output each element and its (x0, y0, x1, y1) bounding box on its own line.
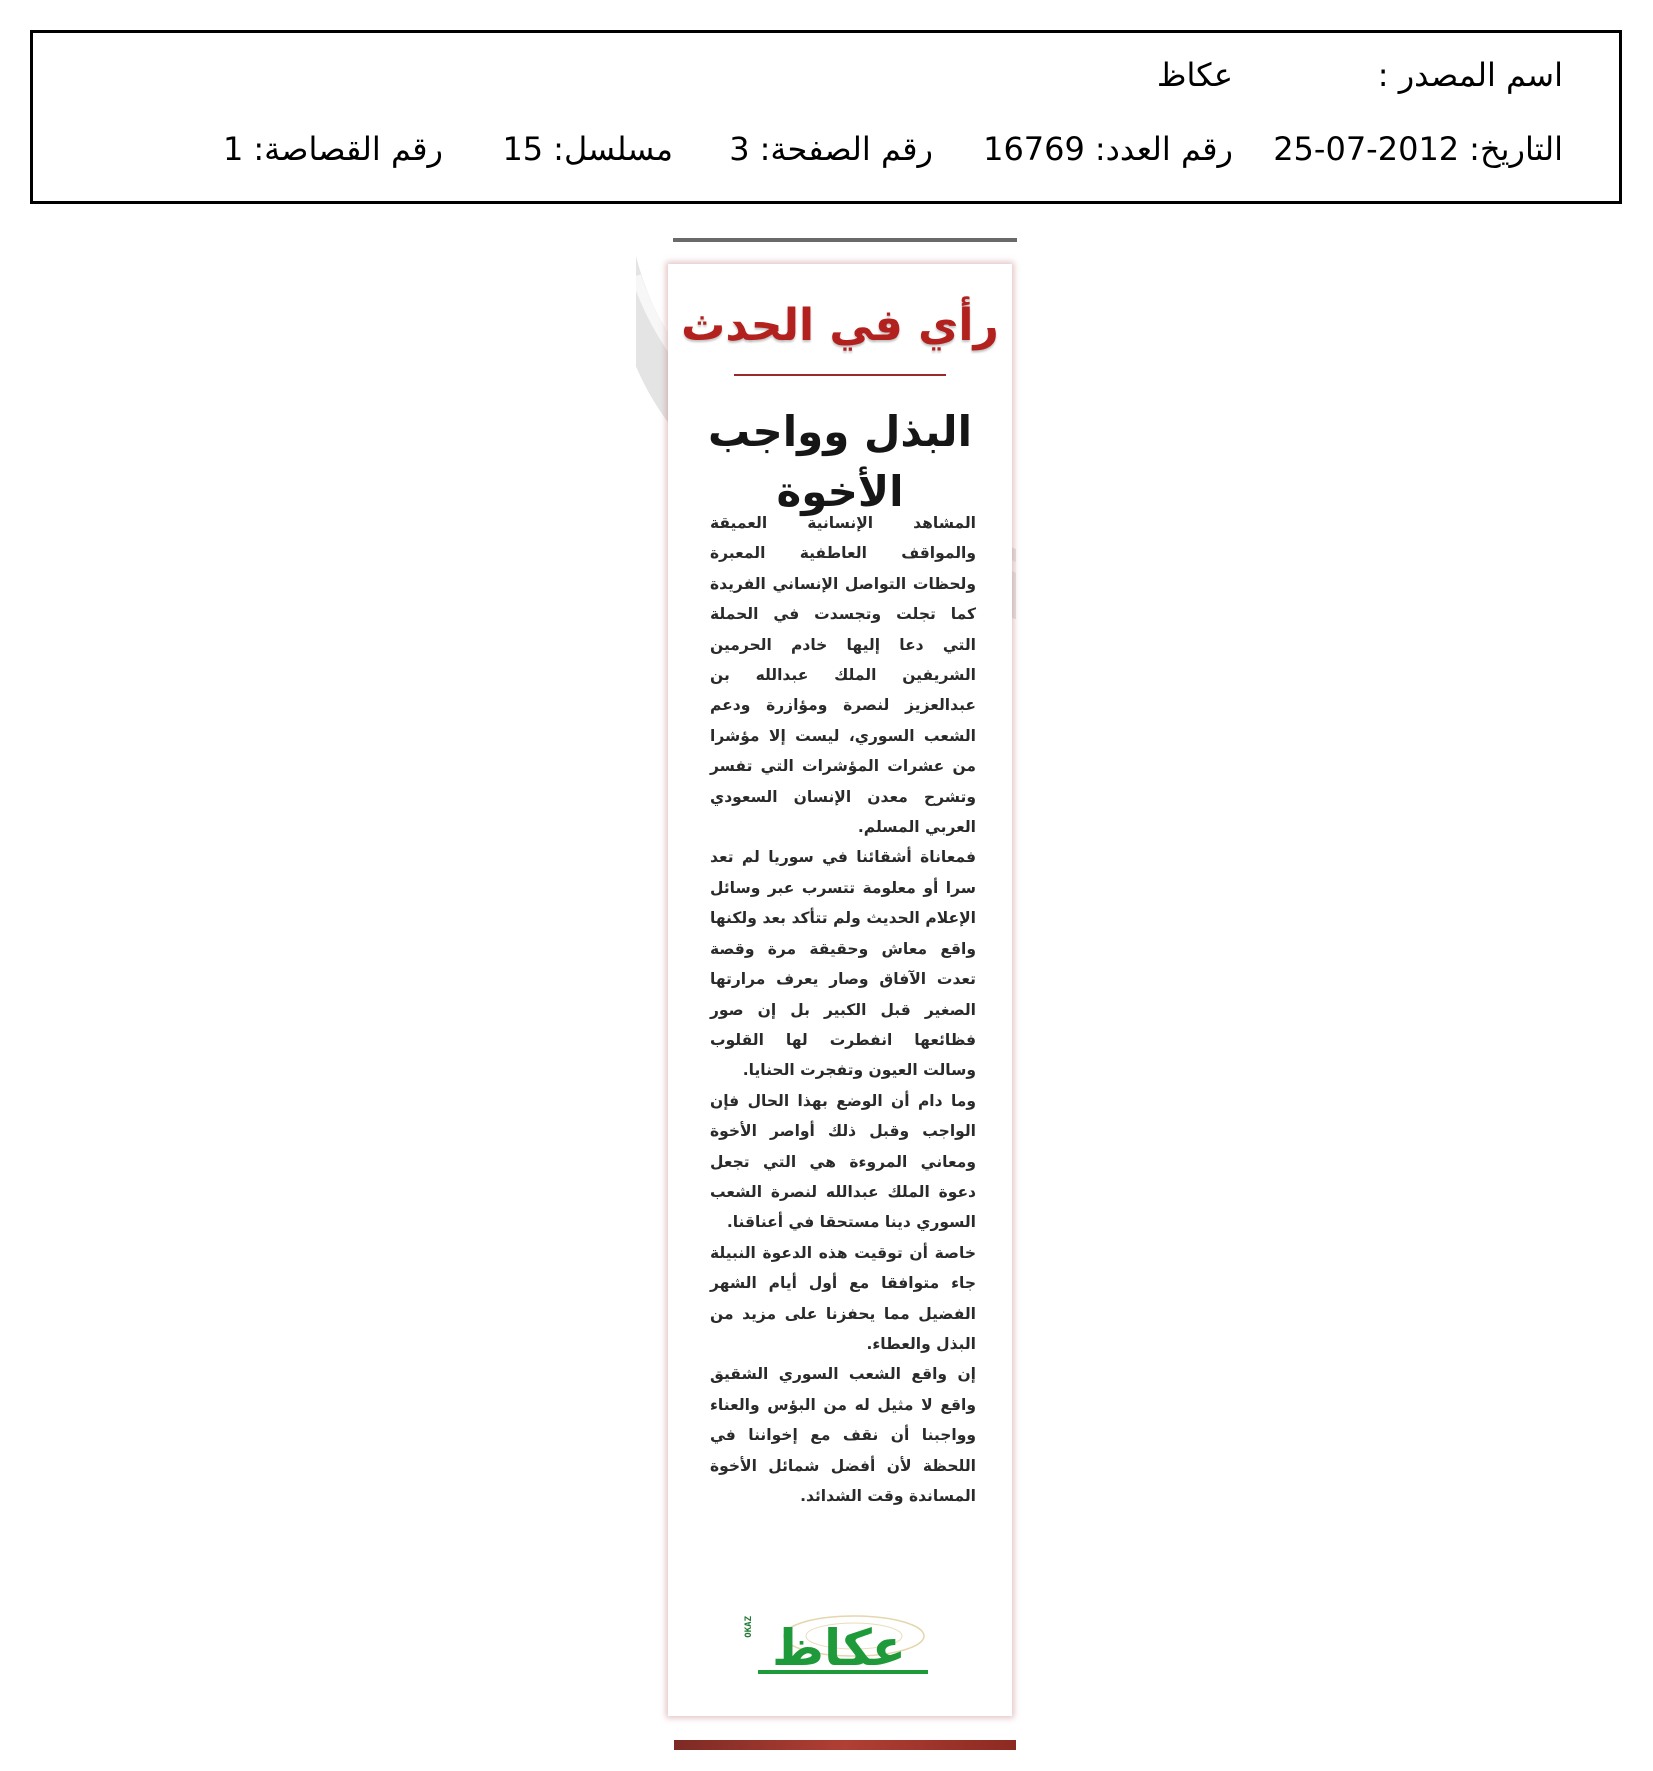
issue-field (983, 129, 1233, 169)
article-body (710, 508, 976, 1511)
clipping-bottom-strip (674, 1740, 1016, 1750)
serial-value: 15 (502, 130, 544, 168)
clip-number-value: 1 (222, 130, 244, 168)
source-value-text: عكاظ (1156, 56, 1233, 94)
article-paragraph: فمعاناة أشقائنا في سوريا لم تعد سرا أو معلومة تتسرب عبر وسائل الإعلام الحديث ولم تتأكد بعد ولكنها واقع معاش وحقيقة مرة وقصة تعدت الآفاق وصار يعرف مرارتها الصغير قبل الكبير بل إن صور فظائعها انفطرت لها القلوب وسالت العيون وتفجرت الحنايا. (710, 848, 976, 1080)
article-paragraph: المشاهد الإنسانية العميقة والمواقف العاطفية المعبرة ولحظات التواصل الإنساني الفريدة كما تجلت وتجسدت في الحملة التي دعا إليها خادم الحرمين الشريفين الملك عبدالله بن عبدالعزيز لنصرة ومؤازرة ودعم الشعب السوري، ليست إلا مؤشرا من عشرات المؤشرات التي تفسر وتشرح معدن الإنسان السعودي العربي المسلم. (710, 514, 976, 837)
date-field (1273, 129, 1563, 169)
issue-value: 16769 (983, 130, 1085, 168)
metadata-row-details (89, 129, 1563, 169)
page-field (729, 129, 933, 169)
logo-arabic-wordmark: عكاظ (772, 1619, 906, 1677)
article-headline: البذل وواجب الأخوة (708, 407, 972, 516)
page-label: رقم الصفحة: (759, 130, 933, 168)
issue-label: رقم العدد: (1094, 130, 1233, 168)
source-value (1157, 55, 1233, 95)
metadata-row-source (89, 55, 1563, 95)
serial-field (502, 129, 673, 169)
article-paragraph: وما دام أن الوضع بهذا الحال فإن الواجب وقبل ذلك أواصر الأخوة ومعاني المروءة هي التي تجعل دعوة الملك عبدالله لنصرة الشعب السوري دينا مستحقا في أعناقنا. (710, 1091, 976, 1232)
column-kicker: رأي في الحدث (681, 300, 999, 351)
article-paragraph: إن واقع الشعب السوري الشقيق واقع لا مثيل له من البؤس والعناء وواجبنا أن نقف مع إخواننا في اللحظة لأن أفضل شمائل الأخوة المساندة وقت الشدائد. (710, 1365, 976, 1505)
logo-latin-wordmark: OKAZ (744, 1616, 754, 1638)
page-value: 3 (729, 130, 750, 168)
kicker-divider (734, 374, 946, 376)
date-label: التاريخ: (1469, 130, 1563, 168)
date-value: 2012-07-25 (1273, 130, 1460, 168)
clip-number-label: رقم القصاصة: (253, 130, 443, 168)
article-paragraph: خاصة أن توقيت هذه الدعوة النبيلة جاء متوافقا مع أول أيام الشهر الفضيل مما يحفزنا على مزيد من البذل والعطاء. (710, 1243, 976, 1353)
okaz-logo (744, 1610, 934, 1684)
source-label-text: اسم المصدر : (1377, 56, 1563, 94)
clipping-top-rule (673, 238, 1017, 242)
source-label (1378, 55, 1563, 95)
newspaper-clipping (668, 264, 1012, 1716)
serial-label: مسلسل: (553, 130, 673, 168)
clipping-metadata-box (30, 30, 1622, 204)
clip-number-field (223, 129, 443, 169)
